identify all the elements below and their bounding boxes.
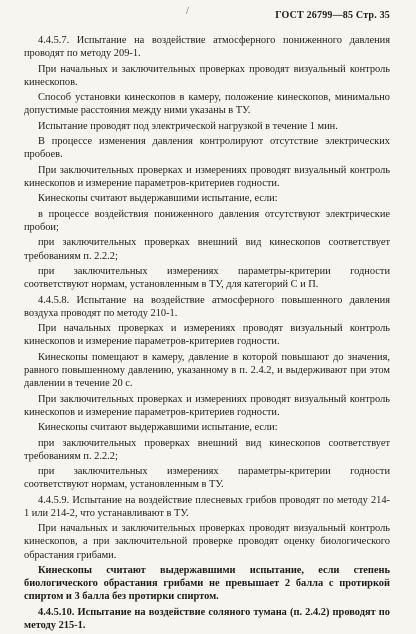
margin-mark: /	[186, 6, 189, 17]
paragraph: Кинескопы считают выдержавшими испытание, если:	[38, 193, 278, 205]
page-header: ГОСТ 26799—85 Стр. 35	[275, 10, 390, 21]
paragraph-4-4-5-8: 4.4.5.8. Испытание на воздействие атмосферного повышенного давления воздуха проводят по методу 210-1.	[24, 294, 390, 319]
paragraph: при заключительных проверках внешний вид кинескопов соответствует требованиям п. 2.2.2;	[24, 237, 390, 262]
paragraph: при заключительных измерениях параметры-критерии годности соответствуют нормам, установленным в ТУ.	[24, 466, 390, 491]
paragraph: Испытание проводят под электрической нагрузкой в течение 1 мин.	[38, 120, 338, 132]
paragraph-4-4-5-9: 4.4.5.9. Испытание на воздействие плесневых грибов проводят по методу 214-1 или 214-2, что устанавливают в ТУ.	[24, 494, 390, 519]
paragraph: При начальных и заключительных проверках проводят визуальный контроль кинескопов, а при заключительной проверке проводят оценку биологического обрастания грибами.	[24, 523, 390, 561]
paragraph: При заключительных проверках и измерениях проводят визуальный контроль кинескопов и измерение параметров-критериев годности.	[24, 393, 390, 418]
paragraph: Способ установки кинескопов в камеру, положение кинескопов, минимально допустимые расстояния между ними указаны в ТУ.	[24, 92, 390, 117]
paragraph: Кинескопы считают выдержавшими испытание, если:	[38, 422, 278, 434]
paragraph: Кинескопы считают выдержавшими испытание, если степень биологического обрастания грибами не превышает 2 балла с протиркой спиртом и 3 балла без протирки спиртом.	[24, 565, 390, 603]
paragraph: В процессе изменения давления контролируют отсутствие электрических пробоев.	[24, 136, 390, 161]
paragraph-4-4-5-10: 4.4.5.10. Испытание на воздействие соляного тумана (п. 2.4.2) проводят по методу 215-1.	[24, 606, 390, 632]
paragraph: При заключительных проверках и измерениях проводят визуальный контроль кинескопов и измерение параметров-критериев годности.	[24, 164, 390, 189]
paragraph: При начальных проверках и измерениях проводят визуальный контроль кинескопов и измерение параметров-критериев годности.	[24, 323, 390, 348]
paragraph-4-4-5-7: 4.4.5.7. Испытание на воздействие атмосферного пониженного давления проводят по методу 209-1.	[24, 35, 390, 60]
paragraph: при заключительных проверках внешний вид кинескопов соответствует требованиям п. 2.2.2;	[24, 437, 390, 462]
paragraph: в процессе воздействия пониженного давления отсутствуют электрические пробои;	[24, 208, 390, 233]
paragraph: Кинескопы помещают в камеру, давление в которой повышают до значения, равного повышенному давлению, указанному в п. 2.4.2, и выдерживают при этом давлении в течение 20 с.	[24, 351, 390, 390]
paragraph: При начальных и заключительных проверках проводят визуальный контроль кинескопов.	[24, 63, 390, 88]
document-body	[24, 34, 390, 634]
paragraph: при заключительных измерениях параметры-критерии годности соответствуют нормам, установленным в ТУ, для категорий С и П.	[24, 265, 390, 291]
